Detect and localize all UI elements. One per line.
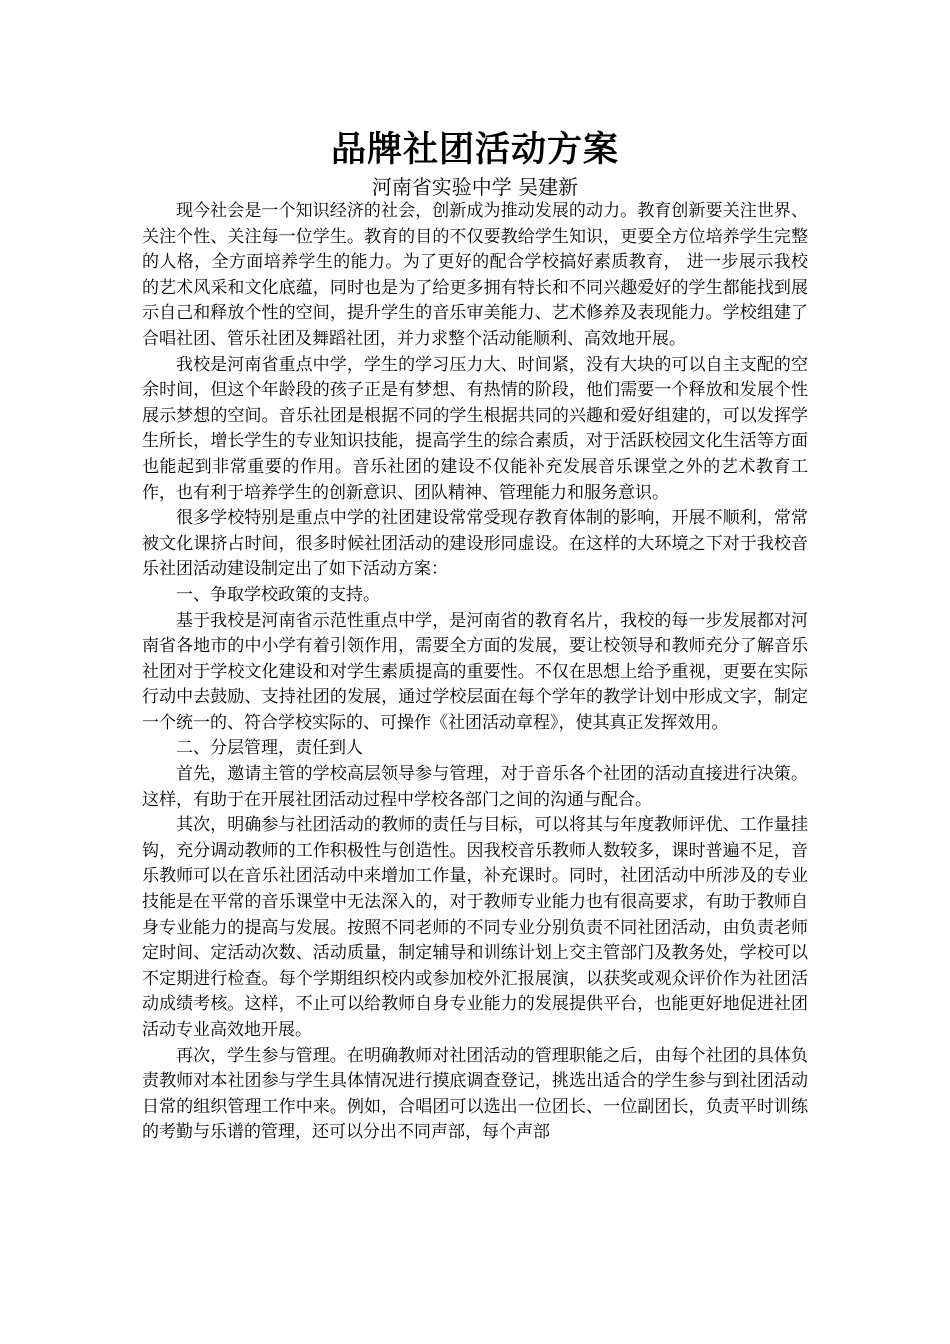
document-title: 品牌社团活动方案 <box>330 129 619 170</box>
paragraph-third: 再次，学生参与管理。在明确教师对社团活动的管理职能之后，由每个社团的具体负责教师对本社团参与学生具体情况进行摸底调查登记，挑选出适合的学生参与到社团活动日常的组织管理工作中来。例如，合唱团可以选出一位团长、一位副团长，负责平时训练的考勤与乐谱的管理，还可以分出不同声部，每个声部 <box>142 1045 808 1143</box>
section-heading-2: 二、分层管理，责任到人 <box>176 738 363 759</box>
paragraph-background: 我校是河南省重点中学，学生的学习压力大、时间紧，没有大块的可以自主支配的空余时间，但这个年龄段的孩子正是有梦想、有热情的阶段，他们需要一个释放和发展个性展示梦想的空间。音乐社团是根据不同的学生根据共同的兴趣和爱好组建的，可以发挥学生所长，增长学生的专业知识技能，提高学生的综合素质，对于活跃校园文化生活等方面也能起到非常重要的作用。音乐社团的建设不仅能补充发展音乐课堂之外的艺术教育工作，也有利于培养学生的创新意识、团队精神、管理能力和服务意识。 <box>142 354 808 503</box>
document-author: 河南省实验中学 吴建新 <box>371 175 579 199</box>
paragraph-second: 其次，明确参与社团活动的教师的责任与目标，可以将其与年度教师评优、工作量挂钩，充分调动教师的工作积极性与创造性。因我校音乐教师人数较多，课时普遍不足，音乐教师可以在音乐社团活动中来增加工作量，补充课时。同时，社团活动中所涉及的专业技能是在平常的音乐课堂中无法深入的，对于教师专业能力也有很高要求，有助于教师自身专业能力的提高与发展。按照不同老师的不同专业分别负责不同社团活动，由负责老师定时间、定活动次数、活动质量，制定辅导和训练计划上交主管部门及教务处，学校可以不定期进行检查。每个学期组织校内或参加校外汇报展演，以获奖或观众评价作为社团活动成绩考核。这样，不止可以给教师自身专业能力的发展提供平台，也能更好地促进社团活动专业高效地开展。 <box>142 815 808 1040</box>
paragraph-intro: 现今社会是一个知识经济的社会，创新成为推动发展的动力。教育创新要关注世界、关注个性、关注每一位学生。教育的目的不仅要教给学生知识，更要全方位培养学生完整的人格，全方面培养学生的能力。为了更好的配合学校搞好素质教育， 进一步展示我校的艺术风采和文化底蕴，同时也是为了给更多拥有特长和不同兴趣爱好的学生都能找到展示自己和释放个性的空间，提升学生的音乐审美能力、艺术修养及表现能力。学校组建了合唱社团、管乐社团及舞蹈社团，并力求整个活动能顺利、高效地开展。 <box>142 201 808 349</box>
paragraph-policy-support: 基于我校是河南省示范性重点中学，是河南省的教育名片，我校的每一步发展都对河南省各地市的中小学有着引领作用，需要全方面的发展，要让校领导和教师充分了解音乐社团对于学校文化建设和对学生素质提高的重要性。不仅在思想上给予重视，更要在实际行动中去鼓励、支持社团的发展，通过学校层面在每个学年的教学计划中形成文字，制定一个统一的、符合学校实际的、可操作《社团活动章程》，使其真正发挥效用。 <box>142 610 808 733</box>
document-body <box>142 199 808 1146</box>
paragraph-challenges: 很多学校特别是重点中学的社团建设常常受现存教育体制的影响，开展不顺利，常常被文化课挤占时间，很多时候社团活动的建设形同虚设。在这样的大环境之下对于我校音乐社团活动建设制定出了如下活动方案： <box>142 508 808 580</box>
section-heading-1: 一、争取学校政策的支持。 <box>176 584 380 605</box>
paragraph-first: 首先，邀请主管的学校高层领导参与管理，对于音乐各个社团的活动直接进行决策。这样，有助于在开展社团活动过程中学校各部门之间的沟通与配合。 <box>142 764 808 810</box>
